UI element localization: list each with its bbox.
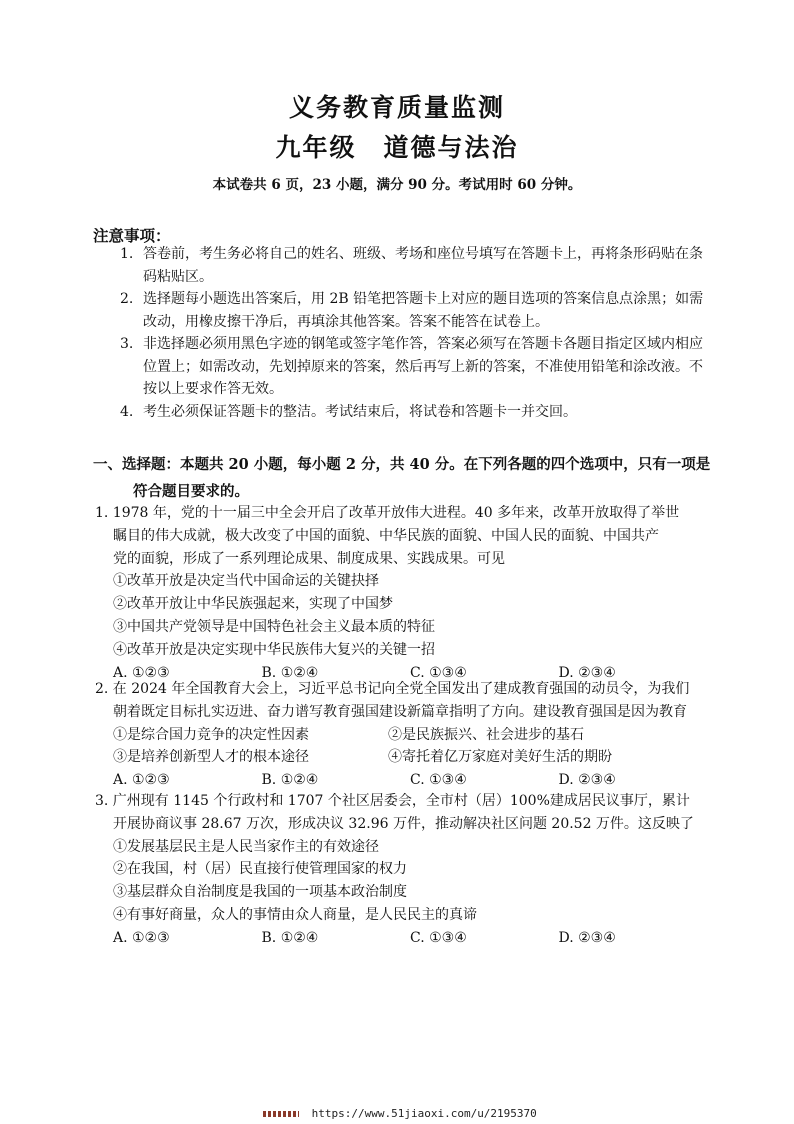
statement-row [95,746,707,769]
question-2 [95,678,707,792]
answer-choice-a: A. ①②③ [113,664,170,681]
question-stem: 3. 广州现有 1145 个行政村和 1707 个社区居委会，全市村（居）100%建成居民议事厅，累计 [95,793,690,809]
notice-number: 1. [120,246,134,262]
question-stem: 2. 在 2024 年全国教育大会上，习近平总书记向全党全国发出了建成教育强国的动员令，为我们 [95,681,690,697]
answer-choices [95,769,707,792]
notice-heading: 注意事项： [93,226,171,245]
notice-item [120,333,710,401]
answer-choice-a: A. ①②③ [113,772,170,789]
question-stem: 朝着既定目标扎实迈进、奋力谱写教育强国建设新篇章指明了方向。建设教育强国是因为教育 [113,703,687,720]
notice-number: 3. [120,336,134,352]
statement-item: ③基层群众自治制度是我国的一项基本政治制度 [113,884,407,901]
answer-choice-c: C. ①③④ [410,772,467,789]
answer-choices [95,927,707,950]
answer-choice-b: B. ①②④ [261,929,319,946]
answer-choice-a: A. ①②③ [113,929,170,946]
question-3 [95,790,707,950]
statement-item: ④寄托着亿万家庭对美好生活的期盼 [388,749,612,766]
footer-url[interactable]: https://www.51jiaoxi.com/u/2195370 [311,1107,537,1120]
exam-subject-title: 九年级 道德与法治 [275,133,519,162]
notice-text: 答卷前，考生务必将自己的姓名、班级、考场和座位号填写在答题卡上，再将条形码贴在条码粘贴区。 [143,246,703,285]
section-heading [93,451,713,505]
notice-item [120,243,710,288]
statement-item: ④有事好商量，众人的事情由众人商量，是人民民主的真谛 [113,906,477,923]
answer-choice-d: D. ②③④ [558,772,616,789]
notice-text: 非选择题必须用黑色字迹的钢笔或签字笔作答，答案必须写在答题卡各题目指定区域内相应位置上；如需改动，先划掉原来的答案，然后再写上新的答案，不准使用铅笔和涂改液。不按以上要求作答无效。 [143,336,703,397]
notice-item [120,401,710,424]
statement-item: ②在我国，村（居）民直接行使管理国家的权力 [113,861,407,878]
exam-title: 义务教育质量监测 [288,93,505,122]
answer-choice-d: D. ②③④ [558,664,616,681]
notice-list [120,243,710,423]
answer-choice-c: C. ①③④ [410,929,467,946]
statement-item: ②是民族振兴、社会进步的基石 [388,726,584,743]
answer-choice-c: C. ①③④ [410,664,467,681]
notice-number: 4. [120,403,134,420]
question-stem: 1. 1978 年，党的十一届三中全会开启了改革开放伟大进程。40 多年来，改革开放取得了举世 [95,505,680,521]
statement-item: ③是培养创新型人才的根本途径 [113,749,309,766]
statement-item: ③中国共产党领导是中国特色社会主义最本质的特征 [113,618,435,635]
answer-choice-d: D. ②③④ [558,929,616,946]
site-logo-icon [263,1111,299,1117]
notice-item [120,288,710,333]
notice-number: 2. [120,291,134,307]
section-heading-line1: 一、选择题：本题共 20 小题，每小题 2 分，共 40 分。在下列各题的四个选项中，只有一项是 [93,456,711,473]
answer-choice-b: B. ①②④ [261,664,319,681]
question-stem: 党的面貌，形成了一系列理论成果、制度成果、实践成果。可见 [113,550,505,567]
notice-text: 考生必须保证答题卡的整洁。考试结束后，将试卷和答题卡一并交回。 [143,403,577,420]
statement-row [95,724,707,747]
statement-item: ①改革开放是决定当代中国命运的关键抉择 [113,573,379,590]
question-stem: 瞩目的伟大成就，极大改变了中国的面貌、中华民族的面貌、中国人民的面貌、中国共产 [113,527,659,544]
question-1 [95,502,707,684]
question-stem: 开展协商议事 28.67 万次，形成决议 32.96 万件，推动解决社区问题 20.52 万件。这反映了 [113,815,694,832]
footer [263,1107,537,1120]
section-heading-line2: 符合题目要求的。 [133,483,249,500]
statement-item: ①是综合国力竞争的决定性因素 [113,726,309,743]
exam-info: 本试卷共 6 页，23 小题，满分 90 分。考试用时 60 分钟。 [212,177,582,193]
answer-choice-b: B. ①②④ [261,772,319,789]
notice-text: 选择题每小题选出答案后，用 2B 铅笔把答题卡上对应的题目选项的答案信息点涂黑；如需改动，用橡皮擦干净后，再填涂其他答案。答案不能答在试卷上。 [143,291,704,330]
statement-item: ④改革开放是决定实现中华民族伟大复兴的关键一招 [113,641,435,658]
statement-item: ②改革开放让中华民族强起来，实现了中国梦 [113,596,393,613]
statement-item: ①发展基层民主是人民当家作主的有效途径 [113,838,379,855]
